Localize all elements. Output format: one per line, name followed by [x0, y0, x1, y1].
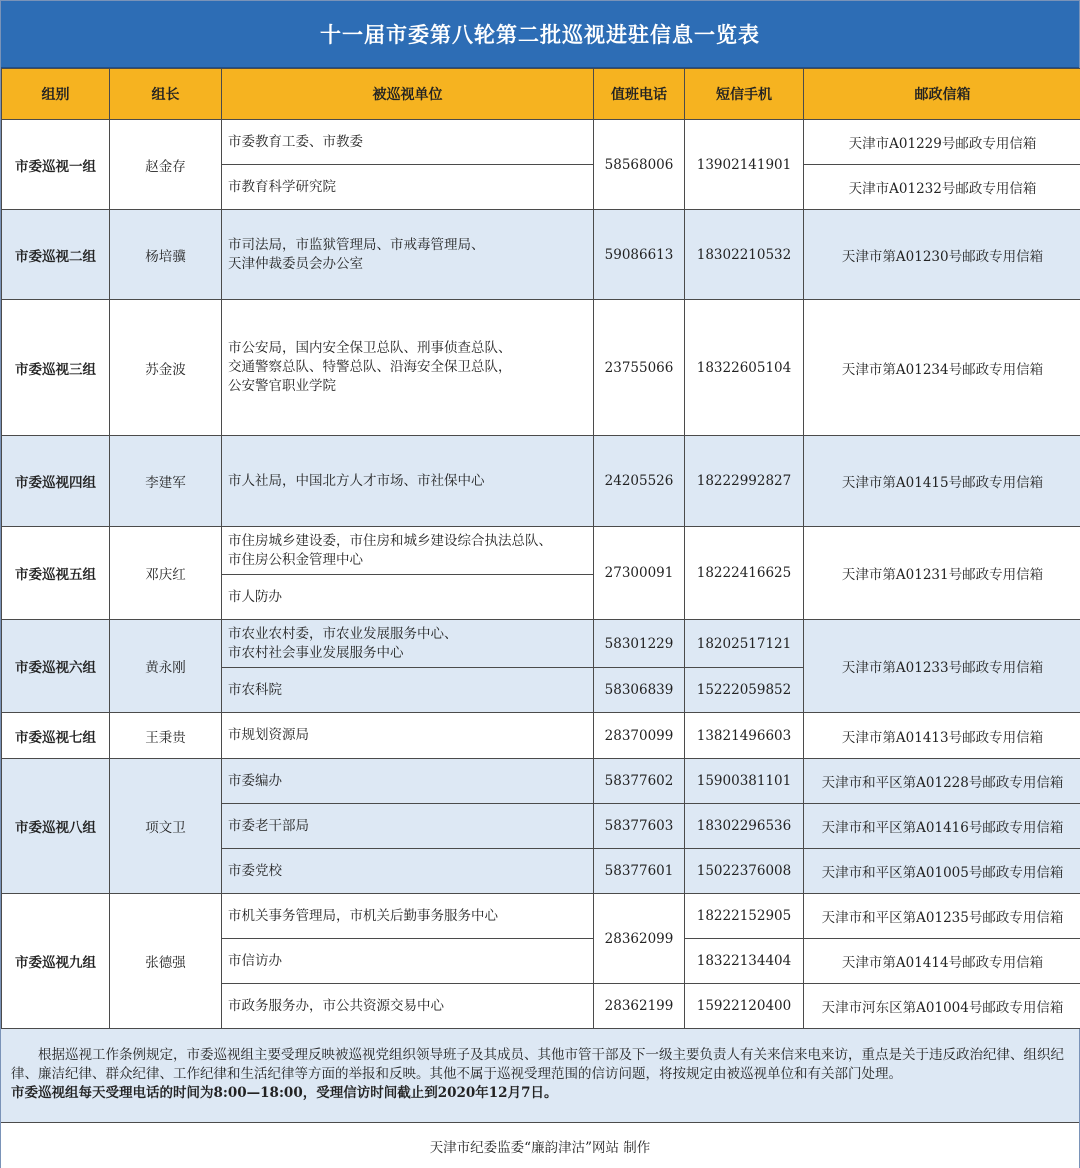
mailbox-cell: 天津市和平区第A01228号邮政专用信箱: [804, 759, 1080, 804]
sms-mobile: 18222152905: [685, 894, 804, 939]
group-name: 市委巡视二组: [2, 210, 110, 300]
header-leader: 组长: [110, 69, 222, 120]
mailbox-cell: 天津市第A01231号邮政专用信箱: [804, 527, 1080, 620]
duty-phone: 58377601: [594, 849, 685, 894]
notice-box: [1, 1028, 1079, 1122]
group-name: 市委巡视一组: [2, 120, 110, 210]
notice-text: 根据巡视工作条例规定，市委巡视组主要受理反映被巡视党组织领导班子及其成员、其他市管干部及下一级主要负责人有关来信来电来访，重点是关于违反政治纪律、组织纪律、廉洁纪律、群众纪律、工作纪律和生活纪律等方面的举报和反映。其他不属于巡视受理范围的信访问题，将按规定由被巡视单位和有关部门处理。: [11, 1047, 1064, 1082]
group-name: 市委巡视六组: [2, 620, 110, 713]
unit-cell: 市政务服务办，市公共资源交易中心: [222, 984, 594, 1029]
unit-cell: 市规划资源局: [222, 713, 594, 759]
table-row: [2, 894, 1080, 939]
table-row: [2, 300, 1080, 436]
duty-phone: 58568006: [594, 120, 685, 210]
group-leader: 李建军: [110, 436, 222, 527]
footer-credit: 天津市纪委监委“廉韵津沽”网站 制作: [1, 1122, 1079, 1168]
header-unit: 被巡视单位: [222, 69, 594, 120]
group-name: 市委巡视五组: [2, 527, 110, 620]
group-leader: 项文卫: [110, 759, 222, 894]
sms-mobile: 18222992827: [685, 436, 804, 527]
unit-cell: 市住房城乡建设委，市住房和城乡建设综合执法总队、 市住房公积金管理中心: [222, 527, 594, 575]
sms-mobile: 18322134404: [685, 939, 804, 984]
unit-cell: 市信访办: [222, 939, 594, 984]
group-name: 市委巡视三组: [2, 300, 110, 436]
duty-phone: 24205526: [594, 436, 685, 527]
mailbox-cell: 天津市第A01233号邮政专用信箱: [804, 620, 1080, 713]
sms-mobile: 18222416625: [685, 527, 804, 620]
duty-phone: 23755066: [594, 300, 685, 436]
unit-cell: 市委老干部局: [222, 804, 594, 849]
mailbox-cell: 天津市第A01234号邮政专用信箱: [804, 300, 1080, 436]
mailbox-cell: 天津市第A01413号邮政专用信箱: [804, 713, 1080, 759]
header-group: 组别: [2, 69, 110, 120]
duty-phone: 28362199: [594, 984, 685, 1029]
sms-mobile: 15900381101: [685, 759, 804, 804]
unit-cell: 市委教育工委、市教委: [222, 120, 594, 165]
group-leader: 王秉贵: [110, 713, 222, 759]
unit-cell: 市委党校: [222, 849, 594, 894]
header-mailbox: 邮政信箱: [804, 69, 1080, 120]
group-leader: 苏金波: [110, 300, 222, 436]
unit-cell: 市人社局，中国北方人才市场、市社保中心: [222, 436, 594, 527]
duty-phone: 59086613: [594, 210, 685, 300]
sheet-title: 十一届市委第八轮第二批巡视进驻信息一览表: [1, 1, 1079, 68]
sms-mobile: 18322605104: [685, 300, 804, 436]
sms-mobile: 13902141901: [685, 120, 804, 210]
inspection-table: [1, 68, 1080, 1029]
sms-mobile: 15222059852: [685, 668, 804, 713]
notice-hours: 市委巡视组每天受理电话的时间为8:00—18:00，受理信访时间截止到2020年12月7日。: [11, 1085, 558, 1101]
table-row: [2, 620, 1080, 668]
table-row: [2, 436, 1080, 527]
sms-mobile: 15922120400: [685, 984, 804, 1029]
duty-phone: 58377603: [594, 804, 685, 849]
mailbox-cell: 天津市河东区第A01004号邮政专用信箱: [804, 984, 1080, 1029]
mailbox-cell: 天津市A01229号邮政专用信箱: [804, 120, 1080, 165]
duty-phone: 28362099: [594, 894, 685, 984]
duty-phone: 58306839: [594, 668, 685, 713]
sms-mobile: 18302296536: [685, 804, 804, 849]
table-row: [2, 527, 1080, 575]
duty-phone: 58377602: [594, 759, 685, 804]
duty-phone: 27300091: [594, 527, 685, 620]
group-name: 市委巡视八组: [2, 759, 110, 894]
header-row: [2, 69, 1080, 120]
unit-cell: 市机关事务管理局，市机关后勤事务服务中心: [222, 894, 594, 939]
group-leader: 赵金存: [110, 120, 222, 210]
group-leader: 杨培骥: [110, 210, 222, 300]
group-name: 市委巡视四组: [2, 436, 110, 527]
sms-mobile: 15022376008: [685, 849, 804, 894]
table-row: [2, 713, 1080, 759]
mailbox-cell: 天津市第A01230号邮政专用信箱: [804, 210, 1080, 300]
unit-cell: 市公安局，国内安全保卫总队、刑事侦查总队、 交通警察总队、特警总队、沿海安全保卫总队， 公安警官职业学院: [222, 300, 594, 436]
sms-mobile: 18202517121: [685, 620, 804, 668]
mailbox-cell: 天津市第A01414号邮政专用信箱: [804, 939, 1080, 984]
unit-cell: 市农业农村委，市农业发展服务中心、 市农村社会事业发展服务中心: [222, 620, 594, 668]
header-mobile: 短信手机: [685, 69, 804, 120]
table-row: [2, 210, 1080, 300]
group-leader: 张德强: [110, 894, 222, 1029]
mailbox-cell: 天津市第A01415号邮政专用信箱: [804, 436, 1080, 527]
mailbox-cell: 天津市A01232号邮政专用信箱: [804, 165, 1080, 210]
unit-cell: 市农科院: [222, 668, 594, 713]
unit-cell: 市教育科学研究院: [222, 165, 594, 210]
table-row: [2, 759, 1080, 804]
sms-mobile: 18302210532: [685, 210, 804, 300]
duty-phone: 58301229: [594, 620, 685, 668]
group-name: 市委巡视九组: [2, 894, 110, 1029]
mailbox-cell: 天津市和平区第A01005号邮政专用信箱: [804, 849, 1080, 894]
group-name: 市委巡视七组: [2, 713, 110, 759]
sms-mobile: 13821496603: [685, 713, 804, 759]
unit-cell: 市司法局，市监狱管理局、市戒毒管理局、 天津仲裁委员会办公室: [222, 210, 594, 300]
table-row: [2, 120, 1080, 165]
header-phone: 值班电话: [594, 69, 685, 120]
unit-cell: 市委编办: [222, 759, 594, 804]
group-leader: 黄永刚: [110, 620, 222, 713]
unit-cell: 市人防办: [222, 575, 594, 620]
duty-phone: 28370099: [594, 713, 685, 759]
mailbox-cell: 天津市和平区第A01235号邮政专用信箱: [804, 894, 1080, 939]
mailbox-cell: 天津市和平区第A01416号邮政专用信箱: [804, 804, 1080, 849]
group-leader: 邓庆红: [110, 527, 222, 620]
